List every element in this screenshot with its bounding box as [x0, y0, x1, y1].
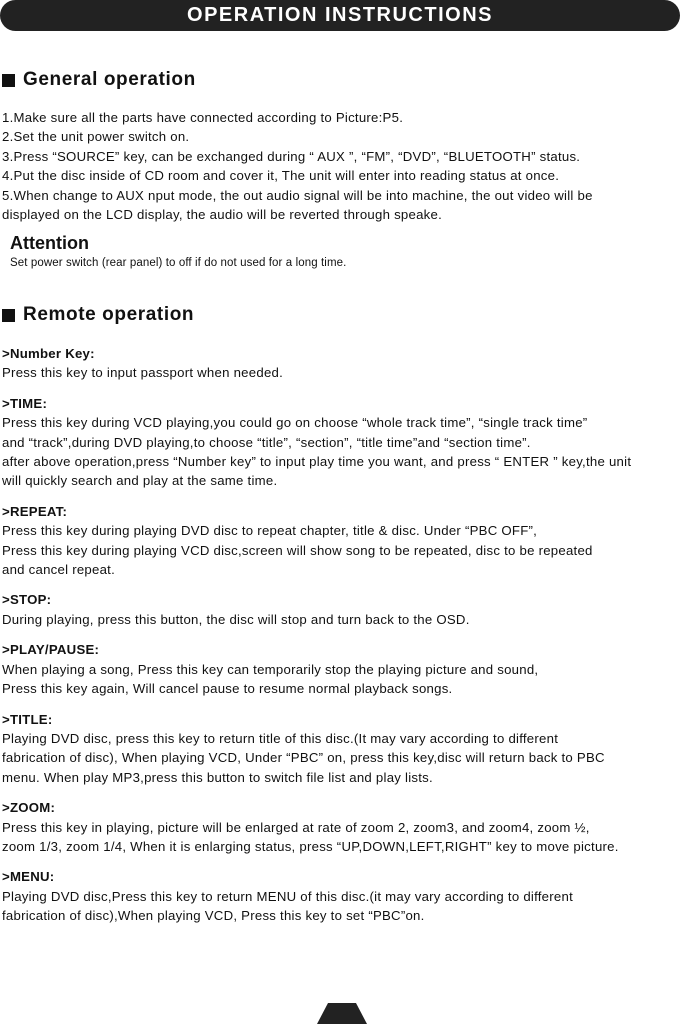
square-bullet-icon [2, 309, 15, 322]
square-bullet-icon [2, 74, 15, 87]
remote-item [2, 590, 694, 629]
remote-item-line: Playing DVD disc,Press this key to return MENU of this disc.(it may vary according to different [2, 888, 573, 904]
remote-item [2, 798, 694, 856]
attention-text: Set power switch (rear panel) to off if do not used for a long time. [10, 257, 347, 269]
general-operation-heading [2, 69, 196, 91]
remote-heading-text: Remote operation [23, 304, 195, 325]
remote-item [2, 344, 694, 383]
remote-item-heading: >MENU: [2, 869, 55, 885]
remote-item-line: will quickly search and play at the same time. [2, 473, 278, 489]
remote-item-line: Press this key in playing, picture will be enlarged at rate of zoom 2, zoom3, and zoom4, zoom ½, [2, 819, 590, 835]
remote-item-line: Playing DVD disc, press this key to return title of this disc.(It may vary according to different [2, 730, 559, 746]
remote-item-line: and “track”,during DVD playing,to choose “title”, “section”, “title time”and “section time”. [2, 434, 531, 450]
remote-item-line: During playing, press this button, the disc will stop and turn back to the OSD. [2, 611, 470, 627]
remote-item-line: menu. When play MP3,press this button to switch file list and play lists. [2, 769, 433, 785]
attention-title: Attention [10, 233, 89, 253]
remote-operation-heading [2, 304, 194, 326]
remote-item-line: Press this key again, Will cancel pause to resume normal playback songs. [2, 681, 453, 697]
remote-item-line: and cancel repeat. [2, 562, 116, 578]
remote-item [2, 502, 694, 580]
remote-operation-list [2, 344, 694, 937]
remote-item [2, 867, 694, 925]
remote-item-heading: >PLAY/PAUSE: [2, 642, 100, 658]
remote-item-line: fabrication of disc),When playing VCD, Press this key to set “PBC”on. [2, 908, 425, 924]
remote-item-line: When playing a song, Press this key can temporarily stop the playing picture and sound, [2, 661, 539, 677]
remote-item-heading: >TITLE: [2, 711, 53, 727]
remote-item-heading: >TIME: [2, 395, 48, 411]
remote-item-line: fabrication of disc), When playing VCD, Under “PBC” on, press this key,disc will return back to PBC [2, 750, 605, 766]
remote-item-line: after above operation,press “Number key” to input play time you want, and press “ ENTER ” key,the unit [2, 454, 632, 470]
page-banner: OPERATION INSTRUCTIONS [0, 0, 680, 31]
general-line: 2.Set the unit power switch on. [2, 129, 190, 145]
remote-item-line: zoom 1/3, zoom 1/4, When it is enlarging status, press “UP,DOWN,LEFT,RIGHT” key to move picture. [2, 838, 619, 854]
remote-item-line: Press this key during VCD playing,you could go on choose “whole track time”, “single track time” [2, 415, 588, 431]
remote-item-heading: >STOP: [2, 592, 52, 608]
remote-item-heading: >REPEAT: [2, 503, 68, 519]
remote-item-line: Press this key during playing VCD disc,screen will show song to be repeated, disc to be repeated [2, 542, 593, 558]
general-heading-text: General operation [23, 69, 196, 90]
remote-item [2, 640, 694, 698]
remote-item-line: Press this key to input passport when needed. [2, 365, 284, 381]
general-line: 1.Make sure all the parts have connected according to Picture:P5. [2, 110, 404, 125]
remote-item [2, 394, 694, 491]
general-line: 3.Press “SOURCE” key, can be exchanged during “ AUX ”, “FM”, “DVD”, “BLUETOOTH” status. [2, 148, 581, 164]
remote-item-heading: >ZOOM: [2, 800, 56, 816]
general-line: displayed on the LCD display, the audio will be reverted through speake. [2, 207, 443, 223]
general-operation-list [2, 108, 694, 224]
remote-item-line: Press this key during playing DVD disc to repeat chapter, title & disc. Under “PBC OFF”, [2, 523, 538, 539]
remote-item [2, 710, 694, 788]
remote-item-heading: >Number Key: [2, 346, 95, 361]
general-line: 4.Put the disc inside of CD room and cover it, The unit will enter into reading status at once. [2, 168, 560, 184]
page-tab-shape [317, 1003, 367, 1024]
general-line: 5.When change to AUX nput mode, the out audio signal will be into machine, the out video will be [2, 187, 593, 203]
